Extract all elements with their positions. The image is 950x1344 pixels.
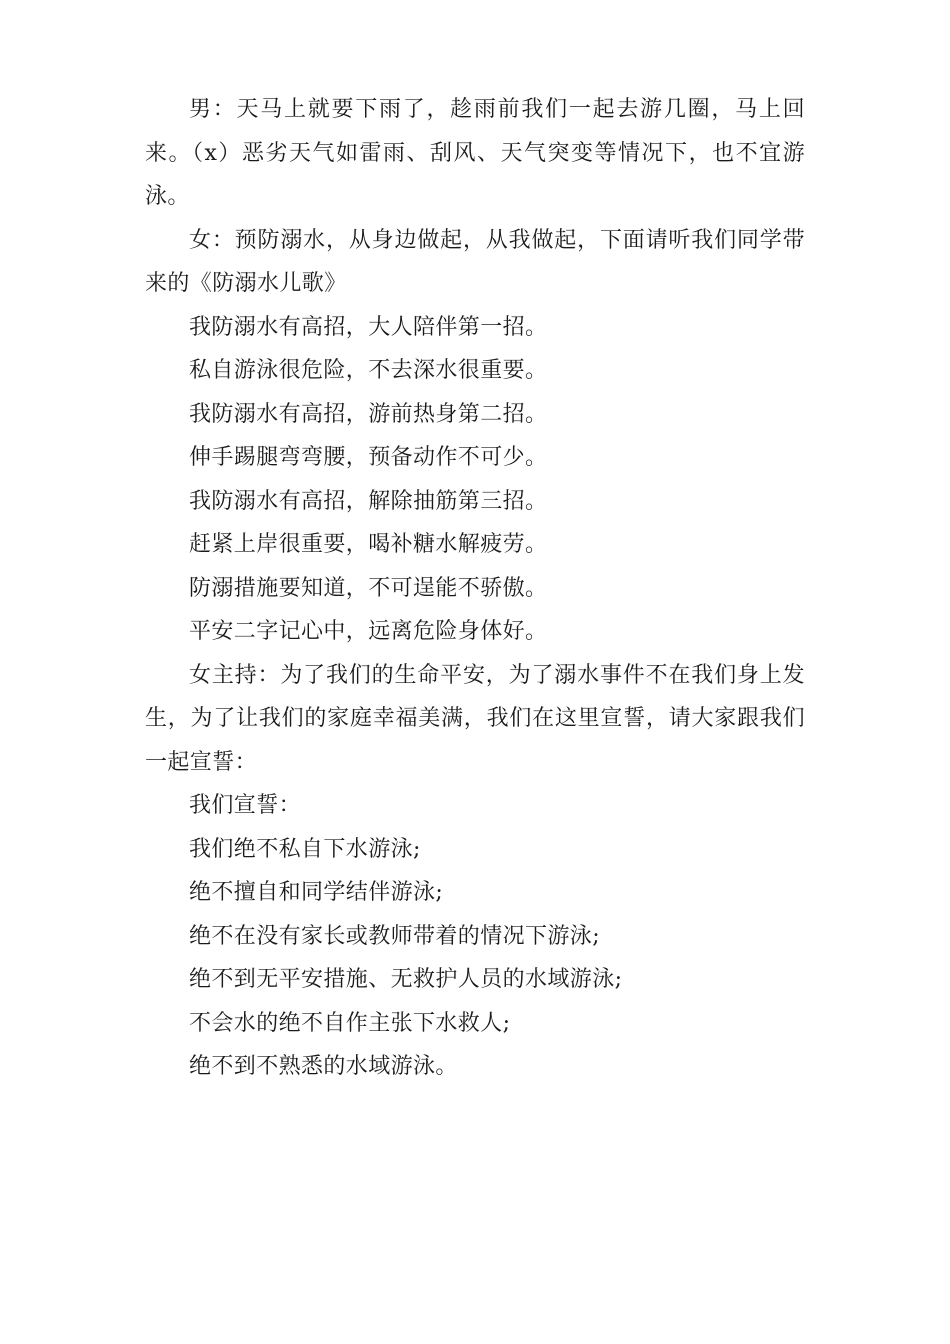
song-line-8: 平安二字记心中，远离危险身体好。 xyxy=(189,619,548,644)
oath-line-3: 绝不在没有家长或教师带着的情况下游泳; xyxy=(189,923,601,949)
oath-line-4: 绝不到无平安措施、无救护人员的水域游泳; xyxy=(189,967,623,992)
oath-line-1: 我们绝不私自下水游泳; xyxy=(189,836,421,862)
oath-line-5: 不会水的绝不自作主张下水救人; xyxy=(189,1010,511,1036)
song-line-1: 我防溺水有高招，大人陪伴第一招。 xyxy=(189,314,548,340)
paragraph-female-host-oath-intro: 女主持：为了我们的生命平安，为了溺水事件不在我们身上发生，为了让我们的家庭幸福美满，我们在这里宣誓，请大家跟我们一起宣誓： xyxy=(145,662,805,775)
oath-line-2: 绝不擅自和同学结伴游泳; xyxy=(189,880,444,905)
song-line-4: 伸手踢腿弯弯腰，预备动作不可少。 xyxy=(189,445,548,470)
oath-heading: 我们宣誓： xyxy=(189,793,302,818)
song-line-3: 我防溺水有高招，游前热身第二招。 xyxy=(189,401,548,427)
document-page xyxy=(145,88,805,1089)
paragraph-male-host-weather: 男：天马上就要下雨了，趁雨前我们一起去游几圈，马上回来。（x）恶劣天气如雷雨、刮风、天气突变等情况下，也不宜游泳。 xyxy=(145,97,805,209)
song-line-5: 我防溺水有高招，解除抽筋第三招。 xyxy=(189,488,548,514)
song-line-6: 赶紧上岸很重要，喝补糖水解疲劳。 xyxy=(189,532,548,557)
song-line-2: 私自游泳很危险，不去深水很重要。 xyxy=(189,358,548,383)
song-line-7: 防溺措施要知道，不可逞能不骄傲。 xyxy=(189,575,548,601)
oath-line-6: 绝不到不熟悉的水域游泳。 xyxy=(189,1054,458,1079)
paragraph-female-intro-song: 女：预防溺水，从身边做起，从我做起，下面请听我们同学带来的《防溺水儿歌》 xyxy=(145,227,805,296)
